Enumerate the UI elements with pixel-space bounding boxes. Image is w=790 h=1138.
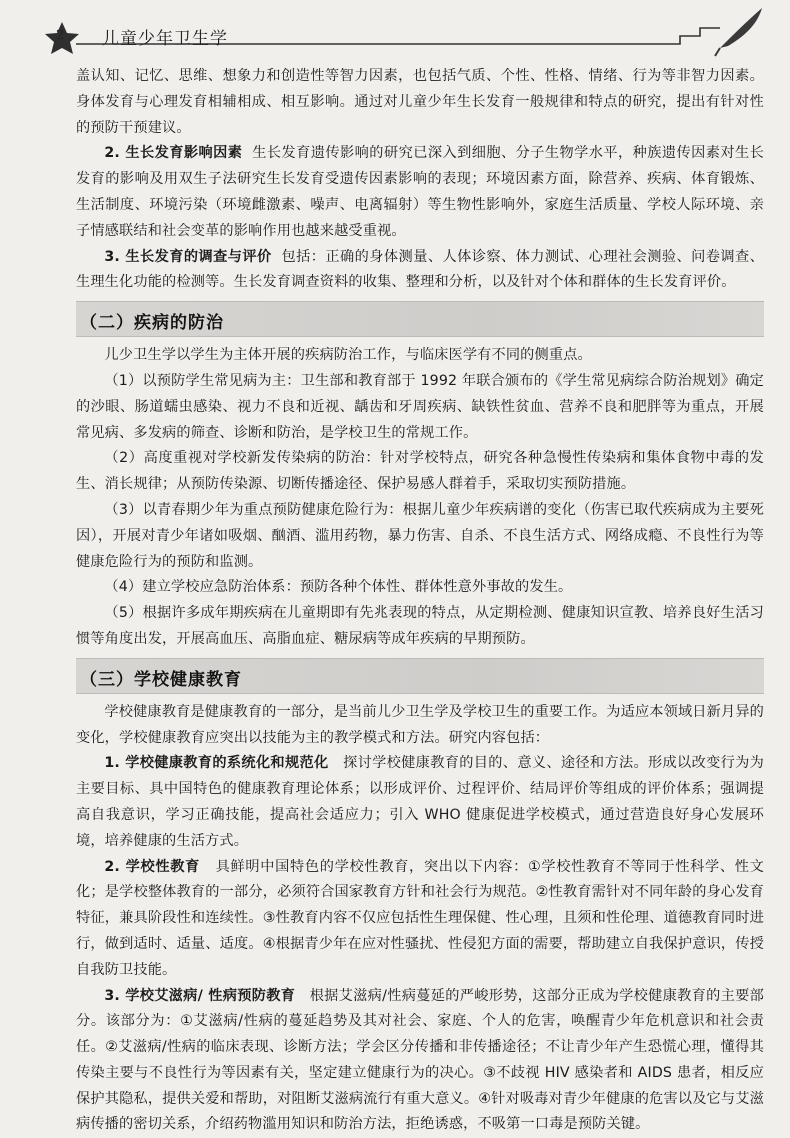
list-item: （1）以预防学生常见病为主：卫生部和教育部于 1992 年联合颁布的《学生常见病综合防治规划》确定的沙眼、肠道蠕虫感染、视力不良和近视、龋齿和牙周疾病、缺铁性贫血、营养不良和肥胖等为重点，开展常见病、多发病的筛查、诊断和防治，是学校卫生的常规工作。 xyxy=(76,369,764,446)
list-item: （3）以青春期少年为重点预防健康危险行为：根据儿童少年疾病谱的变化（伤害已取代疾病成为主要死因），开展对青少年诸如吸烟、酗酒、滥用药物，暴力伤害、自杀、不良生活方式、网络成瘾、不良性行为等健康危险行为的预防和监测。 xyxy=(76,498,764,575)
section-heading-health-education xyxy=(76,658,764,694)
growth-factors-paragraph xyxy=(76,141,764,244)
section-heading-disease-prevention xyxy=(76,301,764,337)
disease-lead-paragraph: 儿少卫生学以学生为主体开展的疾病防治工作，与临床医学有不同的侧重点。 xyxy=(76,343,764,369)
aids-prevention-body: 根据艾滋病/性病蔓延的严峻形势，这部分正成为学校健康教育的主要部分。该部分为：①艾滋病/性病的蔓延趋势及其对社会、家庭、个人的危害，唤醒青少年危机意识和社会责任。②艾滋病/性病的临床表现、诊断方法；学会区分传播和非传播途径；不让青少年产生恐慌心理，懂得其传染主要与不良性行为等因素有关，坚定建立健康行为的决心。③不歧视 HIV 感染者和 AIDS 患者，相反应保护其隐私，提供关爱和帮助，对阻断艾滋病流行有重大意义。④针对吸毒对青少年健康的危害以及它与艾滋病传播的密切关系，介绍药物滥用知识和防治方法，拒绝诱惑，不吸第一口毒是预防关键。 xyxy=(76,988,764,1133)
growth-survey-title: 3. 生长发育的调查与评价 xyxy=(104,249,271,265)
aids-prevention-title: 3. 学校艾滋病/ 性病预防教育 xyxy=(104,988,295,1004)
intro-paragraph: 盖认知、记忆、思维、想象力和创造性等智力因素，也包括气质、个性、性格、情绪、行为等非智力因素。身体发育与心理发育相辅相成、相互影响。通过对儿童少年生长发育一般规律和特点的研究，提出有针对性的预防干预建议。 xyxy=(76,64,764,141)
health-ed-lead-paragraph: 学校健康教育是健康教育的一部分，是当前儿少卫生学及学校卫生的重要工作。为适应本领域日新月异的变化，学校健康教育应突出以技能为主的教学模式和方法。研究内容包括： xyxy=(76,700,764,752)
book-title: 儿童少年卫生学 xyxy=(102,24,228,49)
health-ed-system-title: 1. 学校健康教育的系统化和规范化 xyxy=(104,755,328,771)
health-ed-system-body: 探讨学校健康教育的目的、意义、途径和方法。形成以改变行为为主要目标、具中国特色的健康教育理论体系；以形成评价、过程评价、结局评价等组成的评价体系；强调提高自我意识，学习正确技能，提高社会适应力；引入 WHO 健康促进学校模式，通过营造良好身心发展环境，培养健康的生活方式。 xyxy=(76,755,764,848)
list-item: （5）根据许多成年期疾病在儿童期即有先兆表现的特点，从定期检测、健康知识宣教、培养良好生活习惯等角度出发，开展高血压、高脂血症、糖尿病等成年疾病的早期预防。 xyxy=(76,601,764,653)
growth-survey-paragraph xyxy=(76,245,764,297)
section-title: （二）疾病的防治 xyxy=(80,308,224,333)
page-body xyxy=(76,64,764,1138)
sex-education-title: 2. 学校性教育 xyxy=(104,859,200,875)
page-number: 2 xyxy=(56,28,64,43)
growth-factors-title: 2. 生长发育影响因素 xyxy=(104,145,242,161)
sex-education-body: 具鲜明中国特色的学校性教育，突出以下内容：①学校性教育不等同于性科学、性文化；是学校整体教育的一部分，必须符合国家教育方针和社会行为规范。②性教育需针对不同年龄的身心发育特征，兼具阶段性和连续性。③性教育内容不仅应包括性生理保健、性心理，且须和性伦理、道德教育同时进行，做到适时、适量、适度。④根据青少年在应对性骚扰、性侵犯方面的需要，帮助建立自我保护意识，传授自我防卫技能。 xyxy=(76,859,764,978)
growth-survey-body: 包括：正确的身体测量、人体诊察、体力测试、心理社会测验、问卷调查、生理生化功能的检测等。生长发育调查资料的收集、整理和分析，以及针对个体和群体的生长发育评价。 xyxy=(76,249,764,291)
growth-factors-body: 生长发育遗传影响的研究已深入到细胞、分子生物学水平，种族遗传因素对生长发育的影响及用双生子法研究生长发育受遗传因素影响的表现；环境因素方面，除营养、疾病、体育锻炼、生活制度、环境污染（环境雌激素、噪声、电离辐射）等生物性影响外，家庭生活质量、学校人际环境、亲子情感联结和社会变革的影响作用也越来越受重视。 xyxy=(76,145,764,238)
aids-prevention-paragraph xyxy=(76,984,764,1138)
sex-education-paragraph xyxy=(76,855,764,984)
list-item: （4）建立学校应急防治体系：预防各种个体性、群体性意外事故的发生。 xyxy=(76,575,764,601)
health-ed-system-paragraph xyxy=(76,751,764,854)
section-title: （三）学校健康教育 xyxy=(80,665,242,690)
page-header xyxy=(0,0,790,60)
list-item: （2）高度重视对学校新发传染病的防治：针对学校特点，研究各种急慢性传染病和集体食物中毒的发生、消长规律；从预防传染源、切断传播途径、保护易感人群着手，采取切实预防措施。 xyxy=(76,446,764,498)
